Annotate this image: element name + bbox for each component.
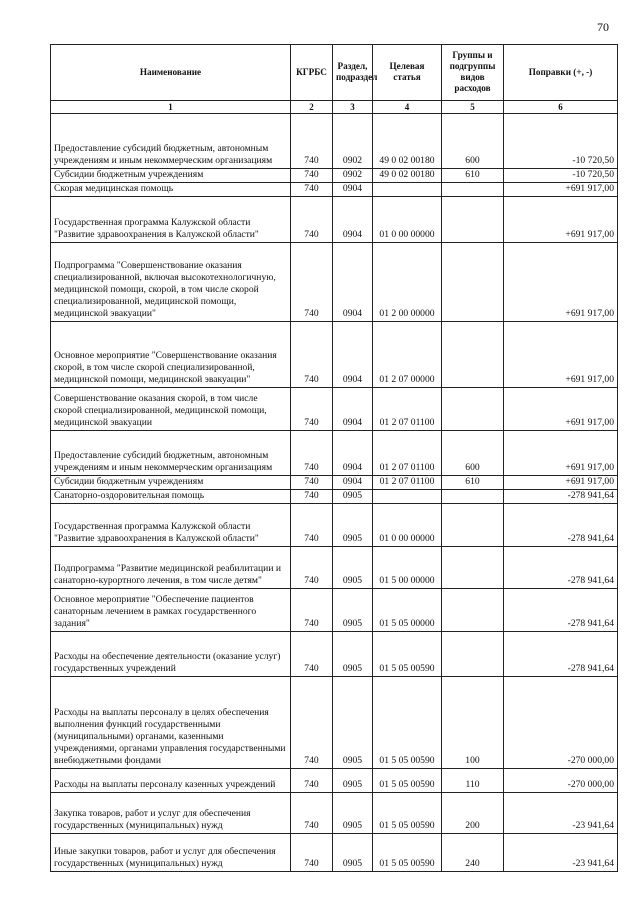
cell-name: Предоставление субсидий бюджетным, автономным учреждениям и иным некоммерческим организациям (51, 431, 291, 476)
table-body (51, 114, 618, 872)
cell-name: Подпрограмма "Развитие медицинской реабилитации и санаторно-курортного лечения, в том числе детям" (51, 547, 291, 589)
cell-razdel: 0905 (333, 793, 373, 834)
cell-amount: -278 941,64 (504, 490, 618, 504)
table-row (51, 504, 618, 547)
cell-target: 49 0 02 00180 (373, 114, 442, 169)
cell-razdel: 0905 (333, 547, 373, 589)
table-row (51, 632, 618, 677)
cell-name: Подпрограмма "Совершенствование оказания специализированной, включая высокотехнологичную, медицинской помощи, скорой, в том числе скорой специализированной, медицинской помощи, медицинской эвакуации" (51, 243, 291, 322)
cell-group: 110 (442, 769, 504, 793)
cell-target: 01 5 05 00590 (373, 834, 442, 872)
cell-target: 01 0 00 00000 (373, 197, 442, 243)
cell-group: 600 (442, 431, 504, 476)
cell-group: 610 (442, 169, 504, 183)
col-number: 3 (333, 101, 373, 114)
cell-name: Основное мероприятие "Обеспечение пациентов санаторным лечением в рамках государственного задания" (51, 589, 291, 632)
cell-name: Скорая медицинская помощь (51, 183, 291, 197)
cell-target: 01 5 05 00590 (373, 677, 442, 769)
cell-group: 240 (442, 834, 504, 872)
page-number: 70 (597, 20, 609, 34)
col-number: 1 (51, 101, 291, 114)
cell-kgrbs: 740 (291, 243, 333, 322)
cell-amount: +691 917,00 (504, 476, 618, 490)
cell-razdel: 0905 (333, 589, 373, 632)
cell-kgrbs: 740 (291, 547, 333, 589)
cell-amount: +691 917,00 (504, 183, 618, 197)
cell-kgrbs: 740 (291, 114, 333, 169)
column-numbers-row (51, 101, 618, 114)
cell-kgrbs: 740 (291, 793, 333, 834)
table-row (51, 793, 618, 834)
cell-amount: +691 917,00 (504, 431, 618, 476)
cell-razdel: 0905 (333, 490, 373, 504)
cell-group (442, 490, 504, 504)
cell-kgrbs: 740 (291, 169, 333, 183)
cell-group (442, 632, 504, 677)
cell-target: 01 5 05 00000 (373, 589, 442, 632)
cell-kgrbs: 740 (291, 197, 333, 243)
cell-kgrbs: 740 (291, 431, 333, 476)
table-row (51, 114, 618, 169)
cell-group: 610 (442, 476, 504, 490)
cell-amount: -270 000,00 (504, 677, 618, 769)
cell-amount: +691 917,00 (504, 197, 618, 243)
cell-target (373, 183, 442, 197)
cell-amount: -278 941,64 (504, 547, 618, 589)
cell-amount: +691 917,00 (504, 322, 618, 388)
cell-amount: -10 720,50 (504, 169, 618, 183)
table-header (51, 45, 618, 114)
col-number: 2 (291, 101, 333, 114)
cell-name: Субсидии бюджетным учреждениям (51, 476, 291, 490)
table-row (51, 677, 618, 769)
table-row (51, 476, 618, 490)
table-row (51, 169, 618, 183)
cell-group (442, 197, 504, 243)
cell-razdel: 0904 (333, 183, 373, 197)
cell-target: 01 0 00 00000 (373, 504, 442, 547)
cell-amount: -278 941,64 (504, 589, 618, 632)
cell-name: Основное мероприятие "Совершенствование оказания скорой, в том числе скорой специализированной, медицинской помощи, медицинской эвакуации" (51, 322, 291, 388)
cell-amount: -270 000,00 (504, 769, 618, 793)
table-row (51, 769, 618, 793)
cell-kgrbs: 740 (291, 476, 333, 490)
cell-amount: -23 941,64 (504, 793, 618, 834)
cell-name: Закупка товаров, работ и услуг для обеспечения государственных (муниципальных) нужд (51, 793, 291, 834)
table-row (51, 243, 618, 322)
cell-amount: -278 941,64 (504, 504, 618, 547)
cell-group: 100 (442, 677, 504, 769)
cell-name: Расходы на выплаты персоналу казенных учреждений (51, 769, 291, 793)
cell-group (442, 183, 504, 197)
col-number: 6 (504, 101, 618, 114)
cell-group (442, 388, 504, 431)
cell-name: Предоставление субсидий бюджетным, автономным учреждениям и иным некоммерческим организациям (51, 114, 291, 169)
table-row (51, 431, 618, 476)
header-amend: Поправки (+, -) (504, 45, 618, 101)
table-row (51, 547, 618, 589)
cell-group (442, 547, 504, 589)
cell-group: 200 (442, 793, 504, 834)
budget-table (50, 44, 618, 872)
cell-name: Расходы на выплаты персоналу в целях обеспечения выполнения функций государственными (муниципальными) органами, казенными учреждениями, органами управления государственными внебюджетными фондами (51, 677, 291, 769)
header-kgrbs: КГРБС (291, 45, 333, 101)
table-row (51, 388, 618, 431)
cell-name: Иные закупки товаров, работ и услуг для обеспечения государственных (муниципальных) нужд (51, 834, 291, 872)
cell-target: 01 2 07 01100 (373, 476, 442, 490)
cell-amount: -23 941,64 (504, 834, 618, 872)
cell-target: 49 0 02 00180 (373, 169, 442, 183)
cell-amount: -278 941,64 (504, 632, 618, 677)
header-groups: Группы и подгруппы видов расходов (442, 45, 504, 101)
cell-razdel: 0904 (333, 388, 373, 431)
cell-razdel: 0904 (333, 431, 373, 476)
cell-razdel: 0904 (333, 197, 373, 243)
cell-group (442, 322, 504, 388)
cell-razdel: 0905 (333, 504, 373, 547)
table-row (51, 589, 618, 632)
cell-group: 600 (442, 114, 504, 169)
table-row (51, 322, 618, 388)
cell-name: Субсидии бюджетным учреждениям (51, 169, 291, 183)
cell-razdel: 0905 (333, 769, 373, 793)
cell-amount: -10 720,50 (504, 114, 618, 169)
cell-razdel: 0904 (333, 322, 373, 388)
cell-razdel: 0905 (333, 677, 373, 769)
table-row (51, 197, 618, 243)
header-target: Целевая статья (373, 45, 442, 101)
cell-target: 01 2 07 01100 (373, 388, 442, 431)
col-number: 4 (373, 101, 442, 114)
cell-name: Государственная программа Калужской области "Развитие здравоохранения в Калужской области" (51, 504, 291, 547)
table-row (51, 834, 618, 872)
cell-kgrbs: 740 (291, 632, 333, 677)
cell-group (442, 243, 504, 322)
cell-kgrbs: 740 (291, 504, 333, 547)
cell-target (373, 490, 442, 504)
header-razdel: Раздел, подраздел (333, 45, 373, 101)
cell-target: 01 5 05 00590 (373, 793, 442, 834)
cell-kgrbs: 740 (291, 834, 333, 872)
cell-target: 01 2 07 00000 (373, 322, 442, 388)
table-row (51, 490, 618, 504)
cell-target: 01 5 05 00590 (373, 769, 442, 793)
table-row (51, 183, 618, 197)
cell-name: Расходы на обеспечение деятельности (оказание услуг) государственных учреждений (51, 632, 291, 677)
cell-kgrbs: 740 (291, 322, 333, 388)
cell-target: 01 5 00 00000 (373, 547, 442, 589)
cell-razdel: 0905 (333, 632, 373, 677)
cell-razdel: 0904 (333, 243, 373, 322)
col-number: 5 (442, 101, 504, 114)
cell-kgrbs: 740 (291, 677, 333, 769)
cell-kgrbs: 740 (291, 769, 333, 793)
cell-kgrbs: 740 (291, 490, 333, 504)
cell-target: 01 2 07 01100 (373, 431, 442, 476)
cell-group (442, 504, 504, 547)
cell-amount: +691 917,00 (504, 243, 618, 322)
cell-target: 01 5 05 00590 (373, 632, 442, 677)
cell-kgrbs: 740 (291, 589, 333, 632)
cell-amount: +691 917,00 (504, 388, 618, 431)
cell-razdel: 0904 (333, 476, 373, 490)
cell-name: Государственная программа Калужской области "Развитие здравоохранения в Калужской области" (51, 197, 291, 243)
cell-group (442, 589, 504, 632)
cell-name: Санаторно-оздоровительная помощь (51, 490, 291, 504)
cell-name: Совершенствование оказания скорой, в том числе скорой специализированной, медицинской помощи, медицинской эвакуации (51, 388, 291, 431)
cell-razdel: 0902 (333, 114, 373, 169)
cell-kgrbs: 740 (291, 388, 333, 431)
cell-target: 01 2 00 00000 (373, 243, 442, 322)
header-name: Наименование (51, 45, 291, 101)
cell-kgrbs: 740 (291, 183, 333, 197)
cell-razdel: 0905 (333, 834, 373, 872)
cell-razdel: 0902 (333, 169, 373, 183)
